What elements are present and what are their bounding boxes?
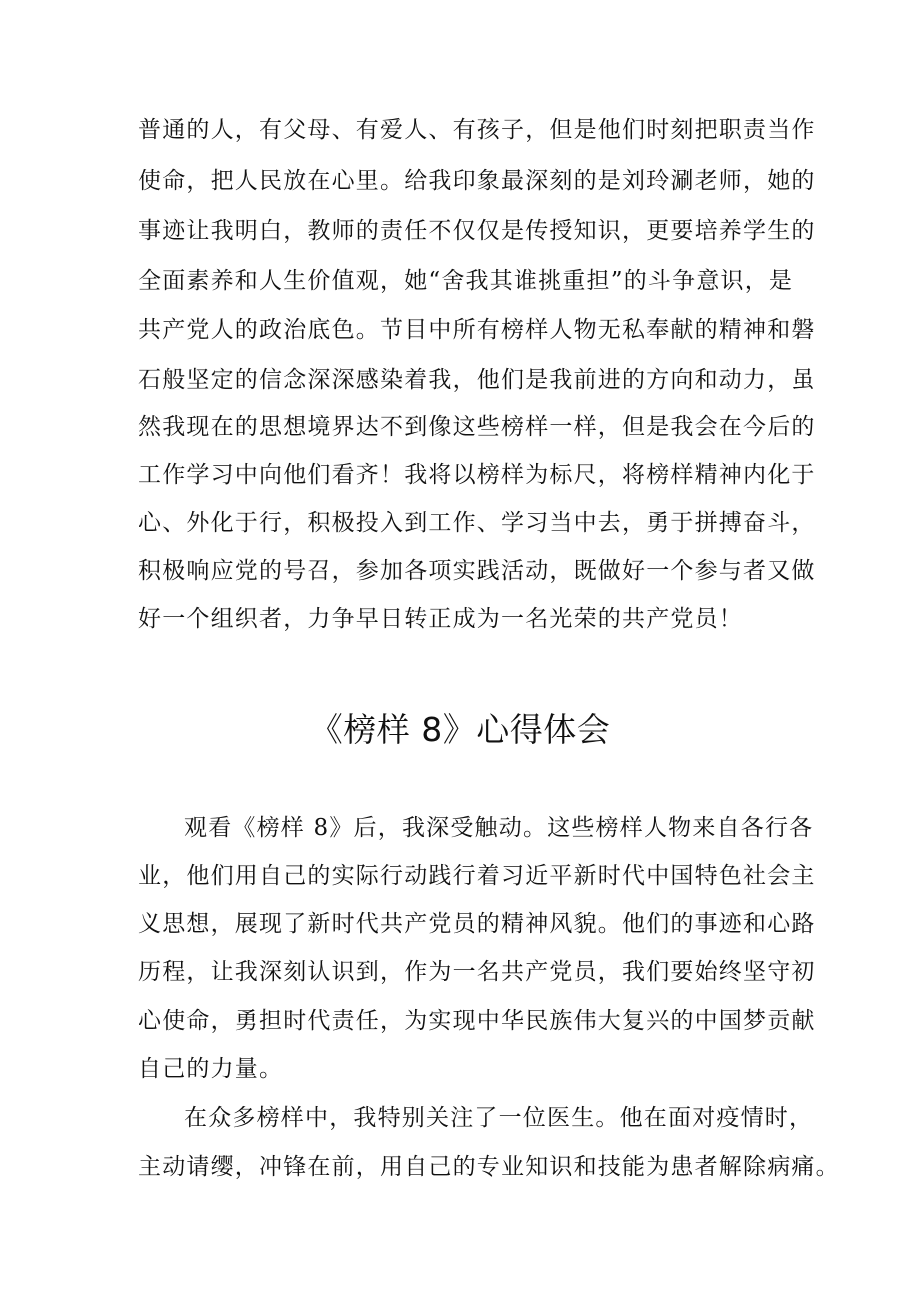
text-line: 共产党人的政治底色。节目中所有榜样人物无私奉献的精神和磐 [138,317,816,343]
text-line: 积极响应党的号召，参加各项实践活动，既做好一个参与者又做 [138,558,816,584]
text-line: 自己的力量。 [138,1056,284,1082]
text-line: 工作学习中向他们看齐！我将以榜样为标尺，将榜样精神内化于 [138,462,816,488]
text-line: 好一个组织者，力争早日转正成为一名光荣的共产党员！ [138,606,743,632]
text-line: 观看《榜样 8》后，我深受触动。这些榜样人物来自各行各 [184,815,814,841]
text-line: 事迹让我明白，教师的责任不仅仅是传授知识，更要培养学生的 [138,218,816,244]
text-line: 然我现在的思想境界达不到像这些榜样一样，但是我会在今后的 [138,414,816,440]
text-line: 主动请缨，冲锋在前，用自己的专业知识和技能为患者解除病痛。 [138,1154,840,1180]
text-line: 使命，把人民放在心里。给我印象最深刻的是刘玲涮老师，她的 [138,168,816,194]
text-line: 全面素养和人生价值观，她“舍我其谁挑重担”的斗争意识，是 [138,268,794,294]
text-line: 石般坚定的信念深深感染着我，他们是我前进的方向和动力，虽 [138,367,816,393]
text-line: 义思想，展现了新时代共产党员的精神风貌。他们的事迹和心路 [138,911,816,937]
text-line: 心使命，勇担时代责任，为实现中华民族伟大复兴的中国梦贡献 [138,1008,816,1034]
text-line: 在众多榜样中，我特别关注了一位医生。他在面对疫情时， [184,1105,814,1131]
text-line: 业，他们用自己的实际行动践行着习近平新时代中国特色社会主 [138,863,816,889]
text-line: 历程，让我深刻认识到，作为一名共产党员，我们要始终坚守初 [138,959,816,985]
section-heading: 《榜样 8》心得体会 [309,710,611,749]
text-line: 心、外化于行，积极投入到工作、学习当中去，勇于拼搏奋斗， [138,510,816,536]
text-line: 普通的人，有父母、有爱人、有孩子，但是他们时刻把职责当作 [138,117,816,143]
